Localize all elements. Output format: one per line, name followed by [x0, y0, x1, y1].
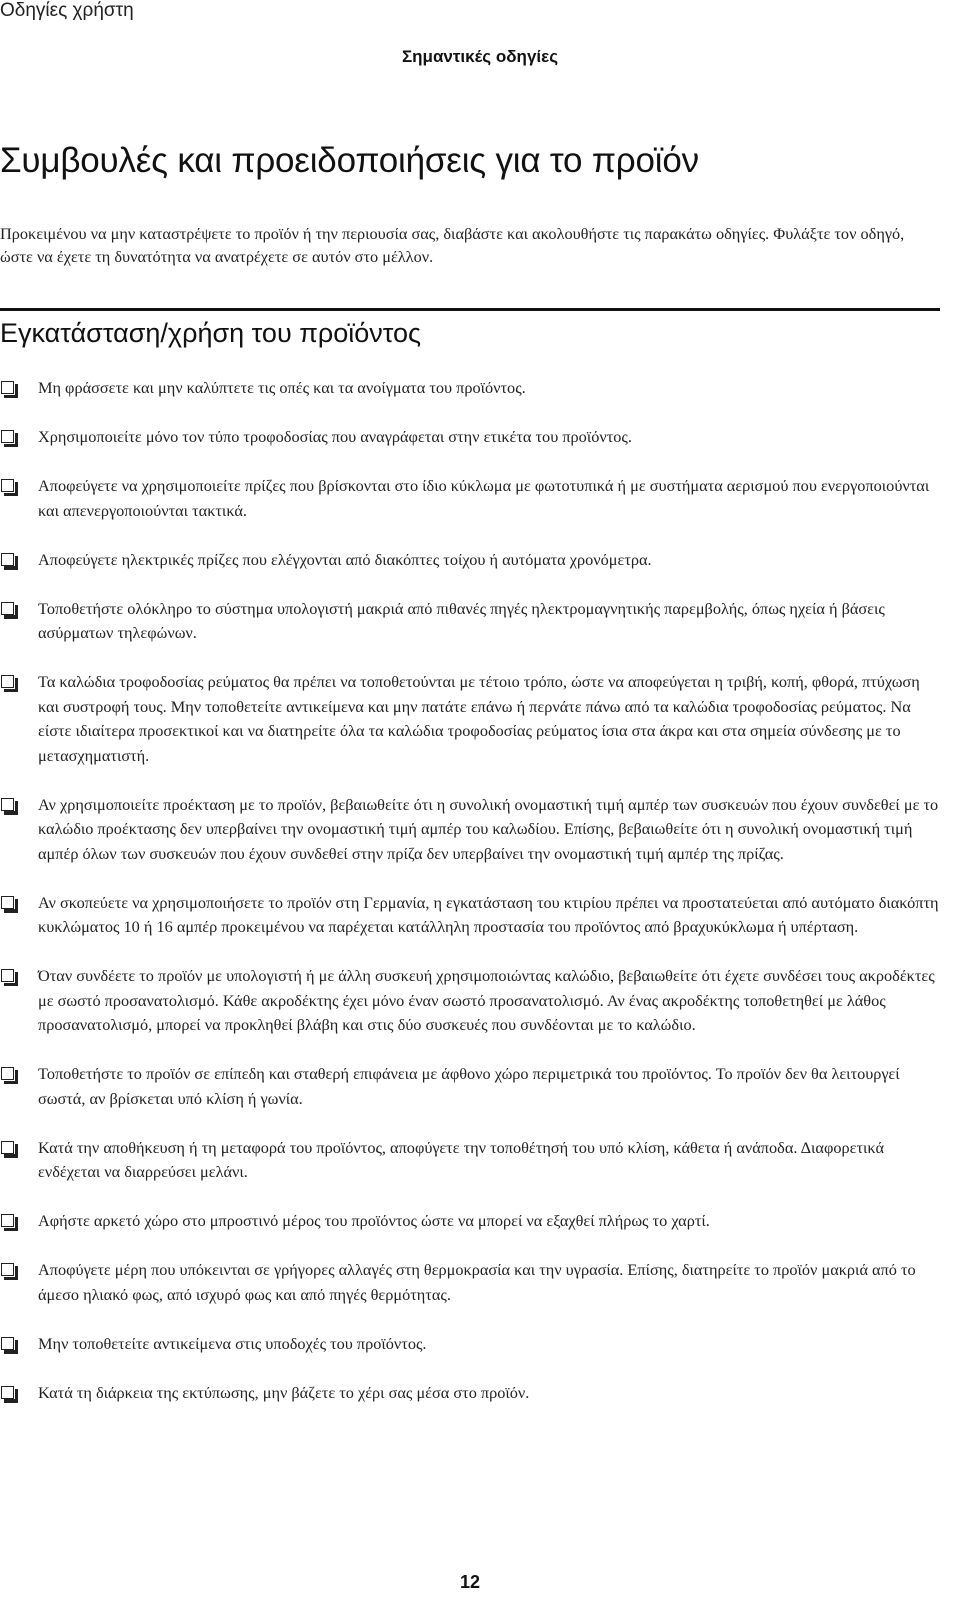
- checkbox-bullet-icon: [1, 1214, 14, 1227]
- list-item: [0, 1209, 940, 1234]
- list-item: [0, 964, 940, 1038]
- list-item-text: Αν χρησιμοποιείτε προέκταση με το προϊόν, βεβαιωθείτε ότι η συνολική ονομαστική τιμή αμπέρ των συσκευών που έχουν συνδεθεί με το καλώδιο προέκτασης δεν υπερβαίνει την ονομαστική τιμή αμπέρ του καλωδίου. Επίσης, βεβαιωθείτε ότι η συνολική ονομαστική τιμή αμπέρ όλων των συσκευών που έχουν συνδεθεί στην πρίζα δεν υπερβαίνει την ονομαστική τιμή αμπέρ της πρίζας.: [38, 794, 939, 863]
- section-label: Σημαντικές οδηγίες: [401, 47, 559, 66]
- list-item-text: Αφήστε αρκετό χώρο στο μπροστινό μέρος του προϊόντος ώστε να μπορεί να εξαχθεί πλήρως το χαρτί.: [38, 1211, 710, 1230]
- list-item: [0, 425, 940, 450]
- list-item-text: Μην τοποθετείτε αντικείμενα στις υποδοχές του προϊόντος.: [38, 1333, 427, 1353]
- list-item-text: Όταν συνδέετε το προϊόν με υπολογιστή ή με άλλη συσκευή χρησιμοποιώντας καλώδιο, βεβαιωθείτε ότι έχετε συνδέσει τους ακροδέκτες με σωστό προσανατολισμό. Κάθε ακροδέκτης έχει μόνο έναν σωστό προσανατολισμό. Αν ένας ακροδέκτης τοποθετηθεί με λάθος προσανατολισμό, μπορεί να προκληθεί βλάβη και στις δύο συσκευές που συνδέονται με το καλώδιο.: [38, 966, 935, 1034]
- checkbox-bullet-icon: [1, 969, 14, 982]
- list-item-text: Χρησιμοποιείτε μόνο τον τύπο τροφοδοσίας που αναγράφεται στην ετικέτα του προϊόντος.: [38, 427, 632, 446]
- running-header: Οδηγίες χρήστη: [0, 0, 134, 21]
- list-item: [0, 474, 940, 523]
- list-item: [0, 376, 940, 401]
- list-item-text: Τοποθετήστε ολόκληρο το σύστημα υπολογιστή μακριά από πιθανές πηγές ηλεκτρομαγνητικής παρεμβολής, όπως ηχεία ή βάσεις ασύρματων τηλεφώνων.: [38, 598, 885, 642]
- checkbox-bullet-icon: [1, 1067, 14, 1080]
- list-item: [0, 1381, 940, 1406]
- checkbox-bullet-icon: [1, 1263, 14, 1276]
- list-item: [0, 793, 940, 867]
- section-divider: [0, 308, 940, 311]
- checkbox-bullet-icon: [1, 553, 14, 566]
- checkbox-bullet-icon: [1, 381, 14, 394]
- section-heading: Εγκατάσταση/χρήση του προϊόντος: [0, 318, 422, 348]
- checkbox-bullet-icon: [1, 896, 14, 909]
- intro-paragraph: Προκειμένου να μην καταστρέψετε το προϊόν ή την περιουσία σας, διαβάστε και ακολουθήστε τις παρακάτω οδηγίες. Φυλάξτε τον οδηγό, ώστε να έχετε τη δυνατότητα να ανατρέχετε σε αυτόν στο μέλλον.: [0, 224, 905, 266]
- checkbox-bullet-icon: [1, 602, 14, 615]
- list-item: [0, 670, 940, 768]
- list-item: [0, 597, 940, 646]
- list-item: [0, 1332, 940, 1357]
- list-item-text: Αν σκοπεύετε να χρησιμοποιήσετε το προϊόν στη Γερμανία, η εγκατάσταση του κτιρίου πρέπει να προστατεύεται από αυτόματο διακόπτη κυκλώματος 10 ή 16 αμπέρ προκειμένου να παρέχεται κατάλληλη προστασία του προϊόντος από βραχυκύκλωμα ή υπέρταση.: [38, 892, 939, 936]
- list-item-text: Αποφεύγετε να χρησιμοποιείτε πρίζες που βρίσκονται στο ίδιο κύκλωμα με φωτοτυπικά ή με συστήματα αερισμού που ενεργοποιούνται και απενεργοποιούνται τακτικά.: [38, 476, 930, 520]
- list-item-text: Αποφεύγετε ηλεκτρικές πρίζες που ελέγχονται από διακόπτες τοίχου ή αυτόματα χρονόμετρα.: [38, 549, 652, 569]
- checkbox-bullet-icon: [1, 1386, 14, 1399]
- instructions-list: [0, 376, 940, 1430]
- list-item-text: Μη φράσσετε και μην καλύπτετε τις οπές και τα ανοίγματα του προϊόντος.: [38, 378, 526, 397]
- checkbox-bullet-icon: [1, 798, 14, 811]
- list-item: [0, 1258, 940, 1307]
- list-item: [0, 891, 940, 940]
- list-item-text: Κατά την αποθήκευση ή τη μεταφορά του προϊόντος, αποφύγετε την τοποθέτησή του υπό κλίση, κάθετα ή ανάποδα. Διαφορετικά ενδέχεται να διαρρεύσει μελάνι.: [38, 1137, 884, 1181]
- checkbox-bullet-icon: [1, 1337, 14, 1350]
- checkbox-bullet-icon: [1, 430, 14, 443]
- list-item-text: Τα καλώδια τροφοδοσίας ρεύματος θα πρέπει να τοποθετούνται με τέτοιο τρόπο, ώστε να αποφεύγεται η τριβή, κοπή, φθορά, πτύχωση και συστροφή τους. Μην τοποθετείτε αντικείμενα και μην πατάτε επάνω ή περνάτε πάνω από τα καλώδια τροφοδοσίας ρεύματος. Να είστε ιδιαίτερα προσεκτικοί και να διατηρείτε όλα τα καλώδια τροφοδοσίας ρεύματος ίσια στα άκρα και στα σημεία σύνδεσης με το μετασχηματιστή.: [38, 672, 920, 765]
- checkbox-bullet-icon: [1, 1141, 14, 1154]
- list-item-text: Κατά τη διάρκεια της εκτύπωσης, μην βάζετε το χέρι σας μέσα στο προϊόν.: [38, 1382, 530, 1402]
- list-item: [0, 548, 940, 573]
- list-item-text: Αποφύγετε μέρη που υπόκεινται σε γρήγορες αλλαγές στη θερμοκρασία και την υγρασία. Επίσης, διατηρείτε το προϊόν μακριά από το άμεσο ηλιακό φως, από ισχυρό φως και από πηγές θερμότητας.: [38, 1260, 916, 1304]
- list-item-text: Τοποθετήστε το προϊόν σε επίπεδη και σταθερή επιφάνεια με άφθονο χώρο περιμετρικά του προϊόντος. Το προϊόν δεν θα λειτουργεί σωστά, αν βρίσκεται υπό κλίση ή γωνία.: [38, 1064, 900, 1108]
- list-item: [0, 1136, 940, 1185]
- checkbox-bullet-icon: [1, 675, 14, 688]
- page-number: 12: [459, 1572, 481, 1592]
- checkbox-bullet-icon: [1, 479, 14, 492]
- list-item: [0, 1062, 940, 1111]
- page-title: Συμβουλές και προειδοποιήσεις για το προϊόν: [0, 141, 699, 180]
